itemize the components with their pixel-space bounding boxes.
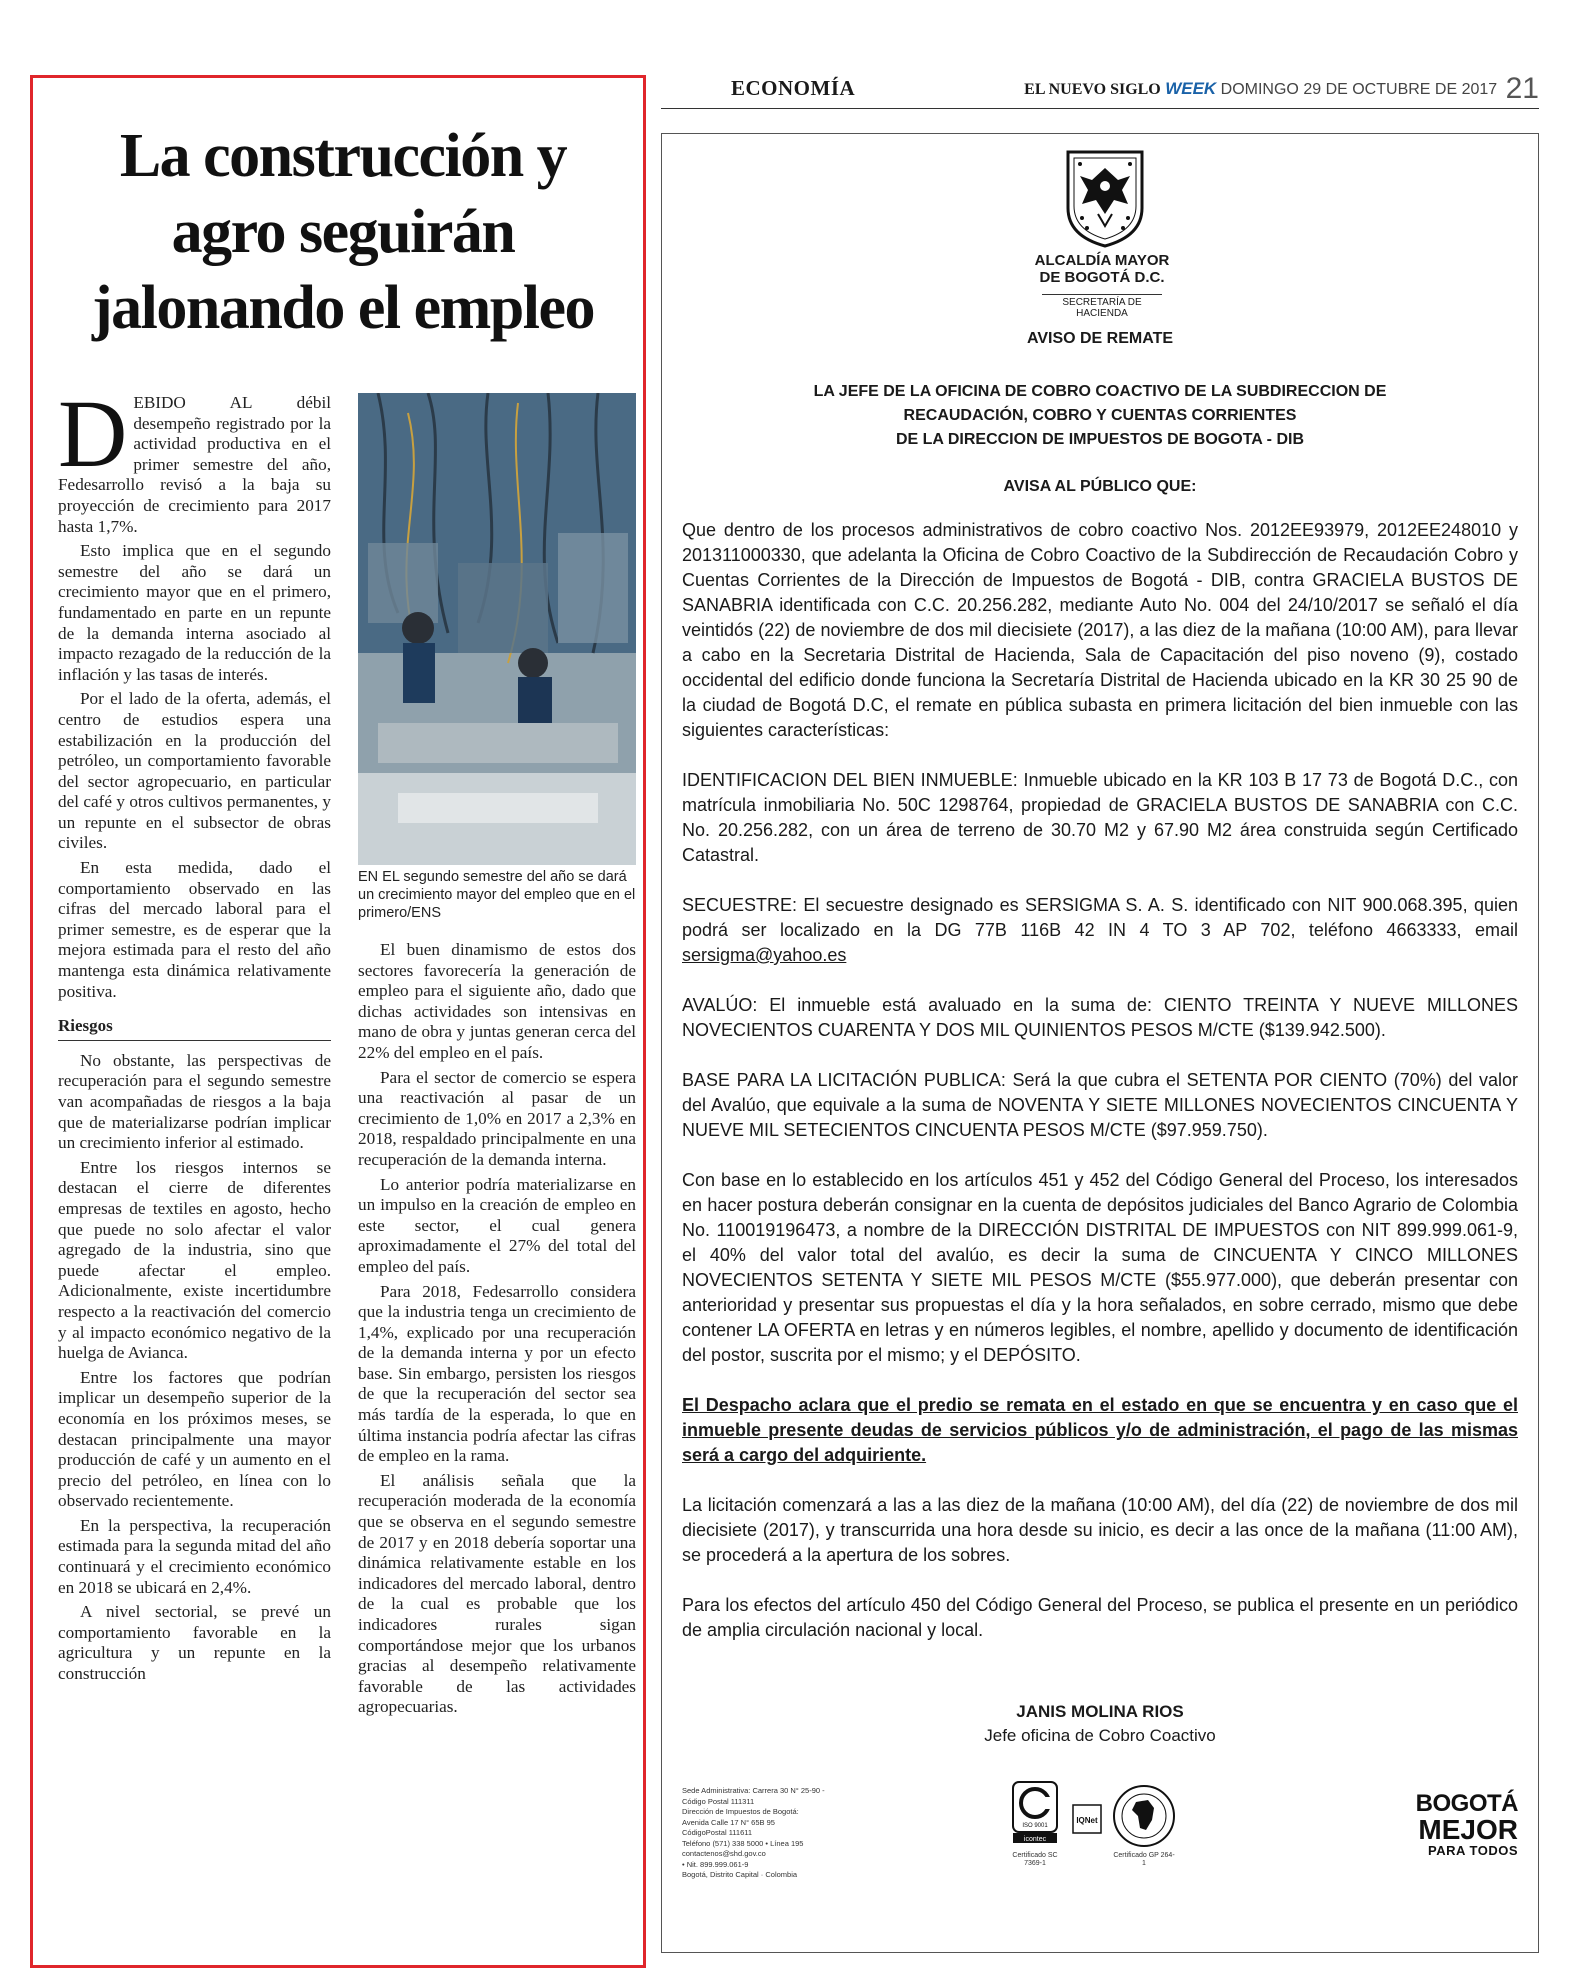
article-paragraph: Entre los factores que podrían implicar un desempeño superior de la economía en los próximos meses, se destacan principalmente una mayor producción de café y un aumento en el precio del petróleo, en línea con lo observado recientemente. [58,1367,331,1511]
notice-paragraph: IDENTIFICACION DEL BIEN INMUEBLE: Inmueble ubicado en la KR 103 B 17 73 de Bogotá D.C., con matrícula inmobiliaria No. 50C 1298764, propiedad de GRACIELA BUSTOS DE SANABRIA con C.C. No. 20.256.282, con un área de terreno de 30.70 M2 y 67.90 M2 área construida según Certificado Catastral. [682,770,1518,865]
page-header [661,70,1539,109]
public-management-certification-icon [1112,1784,1176,1848]
page-number: 21 [1505,72,1539,105]
masthead [1024,72,1539,106]
signer-title: Jefe oficina de Cobro Coactivo [984,1726,1216,1745]
article-paragraph: Entre los riesgos internos se destacan el cierre de diferentes empresas de textiles en agosto, hecho que puede no solo afectar el valor agregado de la industria, sino que puede afectar el empleo. Adicionalmente, existe incertidumbre respecto a la reactivación del comercio y al impacto económico negativo de la huelga de Avianca. [58,1157,331,1363]
article-paragraph: En esta medida, dado el comportamiento observado en las cifras del mercado laboral para el primer semestre, es de esperar que la mejora estimada para el resto del año mantenga esta dinámica relativamente positiva. [58,858,331,1001]
entity-name: ALCALDÍA MAYOR DE BOGOTÁ D.C. [1034,252,1170,286]
iqnet-icon [1072,1804,1102,1834]
article-paragraph: Lo anterior podría materializarse en un impulso en la creación de empleo en este sector, el cual genera aproximadamente el 27% del total del empleo del país. [358,1174,636,1276]
article-paragraph: Para 2018, Fedesarrollo considera que la industria tenga un crecimiento de 1,4%, explicado por una recuperación de la demanda interna y por un efecto base. Sin embargo, persisten los riesgos de que la recuperación del sector sea más tardía de la esperada, lo que en última instancia podría afectar las cifras de empleo en la rama. [358,1281,636,1466]
notice-disclaimer: El Despacho aclara que el predio se remata en el estado en que se encuentra y en caso que el inmueble presente deudas de servicios públicos y/o de administración, el pago de las mismas será a cargo del adquiriente. [682,1395,1518,1465]
notice-paragraph: Con base en lo establecido en los artículos 451 y 452 del Código General del Proceso, los interesados en hacer postura deberán consignar en la cuenta de depósitos judiciales del Banco Agrario de Colombia No. 110019196473, a nombre de la DIRECCIÓN DISTRITAL DE IMPUESTOS con NIT 899.999.061-9, el 40% del valor total del avalúo, es decir la suma de CINCUENTA Y CINCO MILLONES NOVECIENTOS SETENTA Y SIETE MIL PESOS M/CTE ($55.977.000), que deberán presentar con anterioridad y presentar sus propuestas el día y la hora señalados, en sobre cerrado, mismo que debe contener LA OFERTA en letras y en números legibles, el nombre, apellido y documento de identificación del postor, suscrita por el mismo; y el DEPÓSITO. [682,1170,1518,1365]
publication-date: DOMINGO 29 DE OCTUBRE DE 2017 [1220,81,1498,98]
notice-paragraph: La licitación comenzará a las a las diez de la mañana (10:00 AM), del día (22) de noviembre de dos mil diecisiete (2017), y transcurrida una hora desde su inicio, es decir a las once de la mañana (11:00 AM), se procederá a la apertura de los sobres. [682,1495,1518,1565]
notice-announce: AVISA AL PÚBLICO QUE: [1003,478,1197,495]
bogota-mejor-logo: BOGOTÁ MEJOR PARA TODOS [1415,1790,1518,1858]
article-paragraph: En la perspectiva, la recuperación estimada para la segunda mitad del año continuará y el crecimiento económico en 2018 se ubicará en 2,4%. [58,1515,331,1597]
article-paragraph: A nivel sectorial, se prevé un comportamiento favorable en la agricultura y un repunte en la construcción [58,1602,331,1684]
article-paragraph: El buen dinamismo de estos dos sectores favorecería la generación de empleo para el siguiente año, dado que dichas actividades son intensivas en mano de obra y juntas generan cerca del 22% del empleo en el país. [358,940,636,1062]
photo-caption: EN EL segundo semestre del año se dará un crecimiento mayor del empleo que en el primero/ENS [358,869,636,921]
bogota-coat-of-arms-icon [1062,148,1148,248]
notice-paragraph: SECUESTRE: El secuestre designado es SERSIGMA S. A. S. identificado con NIT 900.068.395, quien podrá ser localizado en la DG 77B 116B 42 IN 4 TO 3 AP 702, teléfono 4663333, email sersigma@yahoo.es [682,895,1518,965]
auction-notice [661,133,1539,1953]
article-paragraph: Por el lado de la oferta, además, el centro de estudios espera una estabilización en la producción del petróleo, un comportamiento favorable del sector agropecuario, en particular del café y otros cultivos permanentes, y un repunte en el subsector de obras civiles. [58,689,331,853]
notice-body [682,518,1518,1668]
article-paragraph: No obstante, las perspectivas de recuperación para el segundo semestre van acompañadas de riesgos a la baja que de materializarse podrían implicar un crecimiento inferior al estimado. [58,1050,331,1153]
article-column-1 [58,380,331,1689]
drop-cap: D [58,380,128,487]
iqnet-label: IQNet [1076,1816,1098,1825]
entity-subname: SECRETARÍA DE HACIENDA [1042,294,1162,319]
article-photo [358,393,636,865]
office-address: Sede Administrativa: Carrera 30 N° 25-90 - Código Postal 111311 Dirección de Impuestos de Bogotá: Avenida Calle 17 N° 65B 95 CódigoPostal 111611 Teléfono (571) 338 5000 • Línea 195 contactenos@shd.gov.co • Nit. 899.999.061-9 Bogotá, Distrito Capital · Colombia [682,1786,825,1879]
icontec-label: icontec [1023,1836,1047,1843]
newspaper-name: EL NUEVO SIGLO [1024,81,1161,98]
secuestre-email-link[interactable]: sersigma@yahoo.es [682,945,847,965]
article-paragraph: El análisis señala que la recuperación moderada de la economía que se observa en el segundo semestre de 2017 y en 2018 debería soportar una dinámica relativamente estable en los indicadores del mercado laboral, dentro de la cual es probable que los indicadores rurales sigan comportándose mejor que los urbanos gracias al desempeño relativamente favorable de las actividades agropecuarias. [358,1470,636,1717]
notice-paragraph: BASE PARA LA LICITACIÓN PUBLICA: Será la que cubra el SETENTA POR CIENTO (70%) del valor del Avalúo, que equivale a la suma de NOVENTA Y SIETE MILLONES NOVECIENTOS CINCUENTA Y NUEVE MIL SETECIENTOS CINCUENTA PESOS M/CTE ($97.959.750). [682,1070,1518,1140]
article-paragraph: Para el sector de comercio se espera una reactivación al pasar de un crecimiento de 1,0% en 2017 a 2,3% en 2018, respaldado principalmente en una recuperación de la demanda interna. [358,1067,636,1169]
certificate-label: Certificado SC 7369-1 [1012,1852,1058,1867]
article-column-2 [358,940,636,1722]
article-lead-paragraph: DEBIDO AL débil desempeño registrado por la actividad productiva en el primer semestre del año, Fedesarrollo revisó a la baja su proyección de crecimiento para 2017 hasta 1,7%. [58,380,331,536]
icontec-certification-icon [1012,1781,1058,1849]
article-headline: La construcción y agro seguirán jalonando el empleo [92,122,594,342]
signature-block [662,1700,1538,1748]
notice-paragraph: Que dentro de los procesos administrativos de cobro coactivo Nos. 2012EE93979, 2012EE248010 y 201311000330, que adelanta la Oficina de Cobro Coactivo de la Subdirección de Recaudación Cobro y Cuentas Corrientes de la Dirección de Impuestos de Bogotá - DIB, contra GRACIELA BUSTOS DE SANABRIA identificada con C.C. 20.256.282, mediante Auto No. 004 del 24/10/2017 se señaló el día veintidós (22) de noviembre de dos mil diecisiete (2017), a las diez de la mañana (10:00 AM), para llevar a cabo en la Secretaria Distrital de Hacienda, Sala de Capacitación del piso noveno (9), costado occidental del edificio donde funciona la Secretaría Distrital de Hacienda ubicado en la KR 30 25 90 de la ciudad de Bogotá D.C, el remate en pública subasta en primera licitación del bien inmueble con las siguientes características: [682,520,1518,740]
certificate-label: Certificado GP 264-1 [1113,1852,1175,1867]
notice-paragraph: AVALÚO: El inmueble está avaluado en la suma de: CIENTO TREINTA Y NUEVE MILLONES NOVECIENTOS CUARENTA Y DOS MIL QUINIENTOS PESOS M/CTE ($139.942.500). [682,995,1518,1040]
notice-paragraph: Para los efectos del artículo 450 del Código General del Proceso, se publica el presente en un periódico de amplia circulación nacional y local. [682,1595,1518,1640]
article-paragraph: Esto implica que en el segundo semestre del año se dará un crecimiento mayor que en el primero, fundamentado en parte en un repunte de la demanda interna asociado al impacto rezagado de la reducción de la inflación y las tasas de interés. [58,541,331,684]
iso-label: ISO 9001 [1022,1823,1048,1829]
notice-title: AVISO DE REMATE [1026,330,1174,347]
edition-name: WEEK [1165,79,1217,98]
section-name: ECONOMÍA [731,76,856,100]
signer-name: JANIS MOLINA RIOS [1016,1702,1184,1721]
article-subhead: Riesgos [58,1016,331,1041]
factory-photo-illustration [358,393,636,865]
notice-issuer: LA JEFE DE LA OFICINA DE COBRO COACTIVO DE LA SUBDIRECCION DE RECAUDACIÓN, COBRO Y CUENTAS CORRIENTES DE LA DIRECCION DE IMPUESTOS DE BOGOTA - DIB [813,383,1387,448]
